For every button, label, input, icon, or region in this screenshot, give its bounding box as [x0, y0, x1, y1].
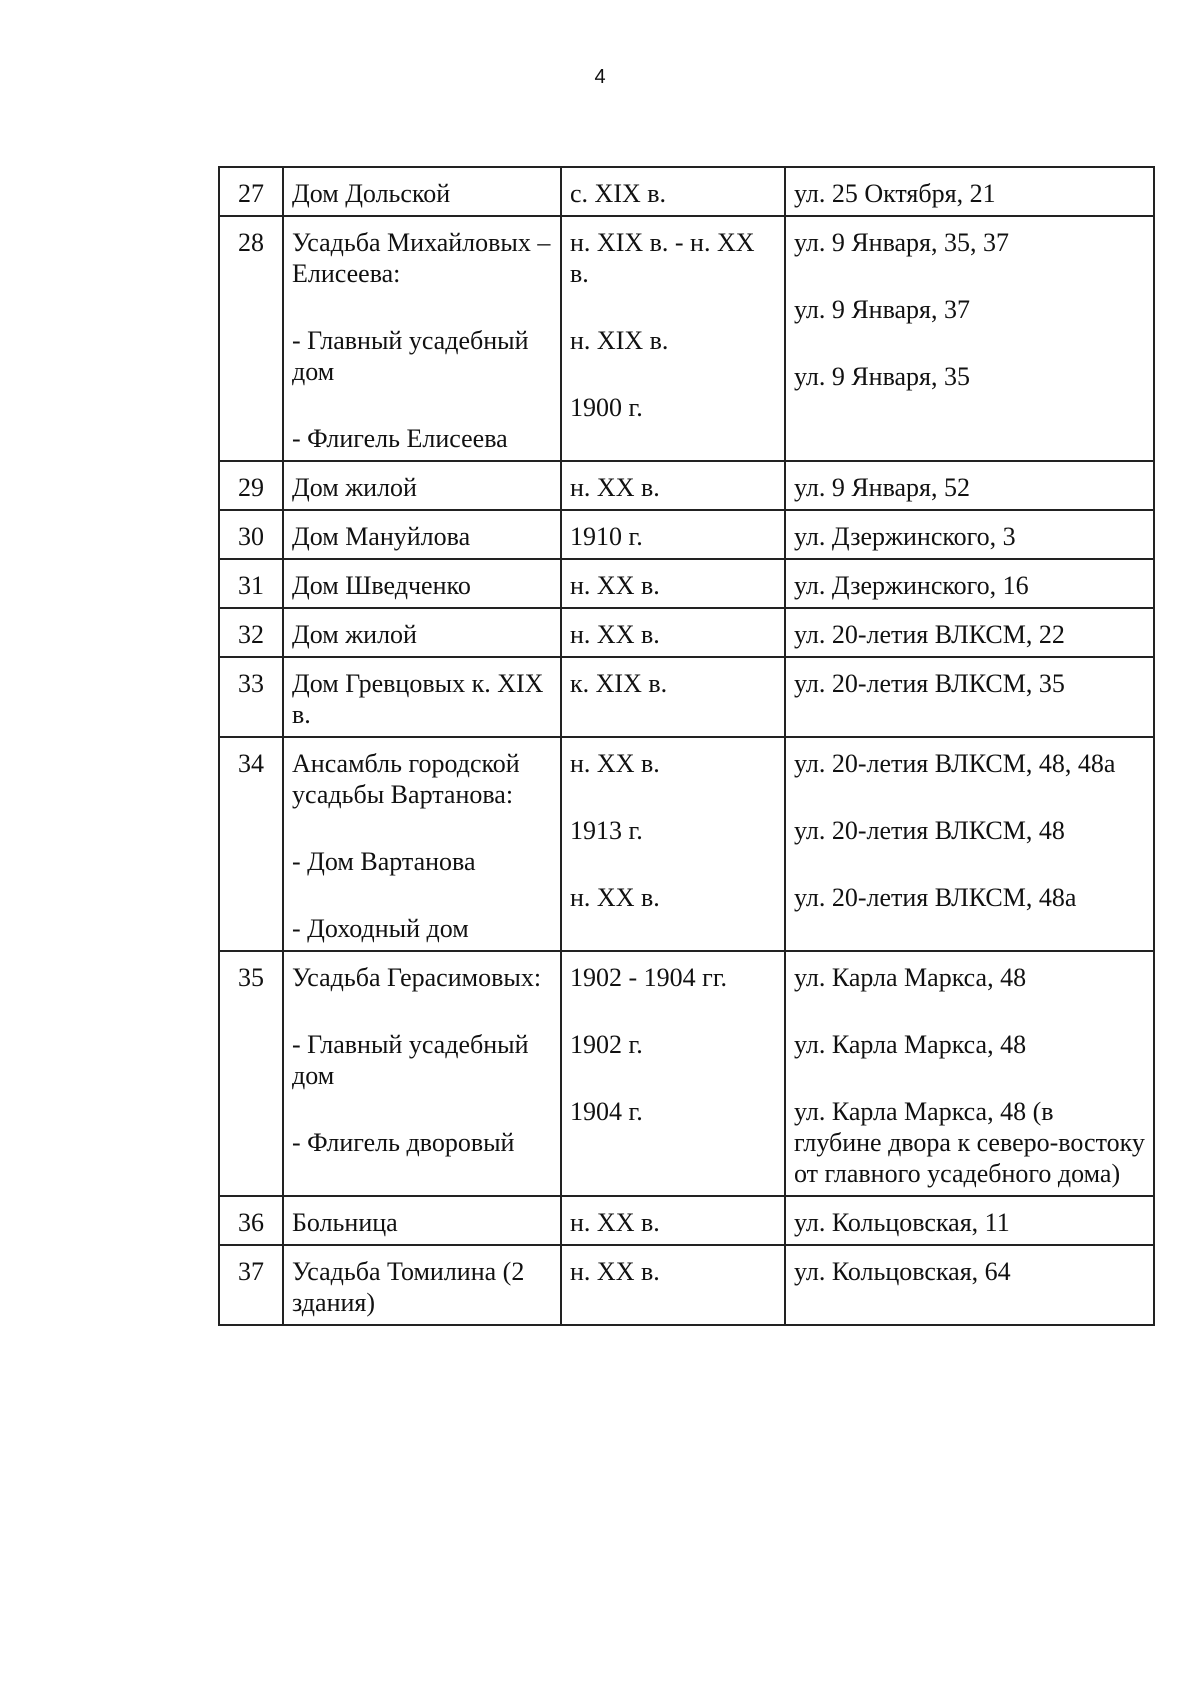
- object-name: Дом Мануйлова: [292, 522, 471, 551]
- object-date-cell: [561, 737, 785, 951]
- object-date: с. XIX в.: [570, 179, 667, 208]
- object-name-cell: [283, 461, 561, 510]
- object-name-cell: [283, 737, 561, 951]
- object-date-cell: [561, 1196, 785, 1245]
- object-date: 1902 г.: [570, 1030, 643, 1059]
- object-address-cell: [785, 559, 1154, 608]
- object-date: н. XX в.: [570, 473, 660, 502]
- table-row: [219, 167, 1154, 216]
- object-name: Усадьба Герасимовых:: [292, 963, 542, 992]
- object-date: к. XIX в.: [570, 669, 668, 698]
- object-name-cell: [283, 951, 561, 1196]
- object-name: - Главный усадебный дом: [292, 326, 529, 386]
- row-number: 29: [219, 461, 283, 510]
- object-name: Дом Шведченко: [292, 571, 471, 600]
- object-date: н. XX в.: [570, 571, 660, 600]
- object-name: Дом жилой: [292, 620, 417, 649]
- object-name: Усадьба Томилина (2 здания): [292, 1257, 525, 1317]
- object-address: ул. Кольцовская, 64: [794, 1257, 1011, 1286]
- object-date-cell: [561, 559, 785, 608]
- object-name-cell: [283, 1196, 561, 1245]
- object-name: - Дом Вартанова: [292, 847, 476, 876]
- object-address: ул. Карла Маркса, 48 (в глубине двора к северо-востоку от главного усадебного дома): [794, 1097, 1145, 1188]
- monuments-table: [218, 166, 1155, 1326]
- object-address: ул. 20-летия ВЛКСМ, 22: [794, 620, 1065, 649]
- object-address: ул. 9 Января, 35, 37: [794, 228, 1010, 257]
- row-number: 30: [219, 510, 283, 559]
- object-address-cell: [785, 1196, 1154, 1245]
- object-date: н. XX в.: [570, 883, 660, 912]
- object-name: Ансамбль городской усадьбы Вартанова:: [292, 749, 520, 809]
- object-date: н. XX в.: [570, 620, 660, 649]
- object-date: 1902 - 1904 гг.: [570, 963, 728, 992]
- object-address: ул. Карла Маркса, 48: [794, 1030, 1027, 1059]
- row-number: 32: [219, 608, 283, 657]
- table-row: [219, 737, 1154, 951]
- object-date-cell: [561, 461, 785, 510]
- object-address-cell: [785, 1245, 1154, 1325]
- object-date-cell: [561, 216, 785, 461]
- object-date: н. XIX в. - н. XX в.: [570, 228, 755, 288]
- object-date-cell: [561, 951, 785, 1196]
- object-date-cell: [561, 167, 785, 216]
- object-address: ул. 9 Января, 37: [794, 295, 971, 324]
- object-name-cell: [283, 657, 561, 737]
- object-address: ул. Кольцовская, 11: [794, 1208, 1010, 1237]
- object-name: Усадьба Михайловых – Елисеева:: [292, 228, 551, 288]
- object-address-cell: [785, 737, 1154, 951]
- object-address: ул. Дзержинского, 16: [794, 571, 1029, 600]
- table-row: [219, 608, 1154, 657]
- object-date: 1904 г.: [570, 1097, 643, 1126]
- object-name-cell: [283, 216, 561, 461]
- object-address-cell: [785, 461, 1154, 510]
- row-number: 35: [219, 951, 283, 1196]
- object-name: Дом жилой: [292, 473, 417, 502]
- object-date: 1913 г.: [570, 816, 643, 845]
- object-address-cell: [785, 167, 1154, 216]
- object-date: н. XX в.: [570, 1257, 660, 1286]
- object-address-cell: [785, 216, 1154, 461]
- table-row: [219, 216, 1154, 461]
- object-address: ул. 9 Января, 52: [794, 473, 971, 502]
- object-date-cell: [561, 657, 785, 737]
- table-row: [219, 461, 1154, 510]
- object-address-cell: [785, 608, 1154, 657]
- object-date-cell: [561, 510, 785, 559]
- row-number: 28: [219, 216, 283, 461]
- object-address: ул. Дзержинского, 3: [794, 522, 1016, 551]
- table-row: [219, 559, 1154, 608]
- row-number: 36: [219, 1196, 283, 1245]
- object-address: ул. 25 Октября, 21: [794, 179, 996, 208]
- object-name: - Главный усадебный дом: [292, 1030, 529, 1090]
- row-number: 31: [219, 559, 283, 608]
- object-address: ул. 20-летия ВЛКСМ, 48а: [794, 883, 1077, 912]
- table-body: [219, 167, 1154, 1325]
- object-name: Больница: [292, 1208, 398, 1237]
- row-number: 33: [219, 657, 283, 737]
- object-name-cell: [283, 1245, 561, 1325]
- object-name: - Доходный дом: [292, 914, 469, 943]
- object-date-cell: [561, 1245, 785, 1325]
- object-address-cell: [785, 951, 1154, 1196]
- table-row: [219, 1196, 1154, 1245]
- object-date: 1900 г.: [570, 393, 643, 422]
- object-date: 1910 г.: [570, 522, 643, 551]
- table-row: [219, 1245, 1154, 1325]
- object-address-cell: [785, 510, 1154, 559]
- object-address: ул. 20-летия ВЛКСМ, 48: [794, 816, 1065, 845]
- object-address: ул. 9 Января, 35: [794, 362, 971, 391]
- object-date: н. XX в.: [570, 1208, 660, 1237]
- object-address: ул. 20-летия ВЛКСМ, 48, 48а: [794, 749, 1116, 778]
- object-name: Дом Гревцовых к. XIX в.: [292, 669, 544, 729]
- object-address: ул. Карла Маркса, 48: [794, 963, 1027, 992]
- object-name-cell: [283, 559, 561, 608]
- object-name-cell: [283, 608, 561, 657]
- object-date-cell: [561, 608, 785, 657]
- table-row: [219, 657, 1154, 737]
- object-address-cell: [785, 657, 1154, 737]
- page-number: 4: [594, 66, 606, 88]
- object-date: н. XX в.: [570, 749, 660, 778]
- object-name-cell: [283, 167, 561, 216]
- object-name: Дом Дольской: [292, 179, 451, 208]
- row-number: 34: [219, 737, 283, 951]
- object-name: - Флигель дворовый: [292, 1128, 515, 1157]
- object-name-cell: [283, 510, 561, 559]
- row-number: 27: [219, 167, 283, 216]
- object-address: ул. 20-летия ВЛКСМ, 35: [794, 669, 1065, 698]
- row-number: 37: [219, 1245, 283, 1325]
- table-row: [219, 510, 1154, 559]
- object-date: н. XIX в.: [570, 326, 669, 355]
- table-row: [219, 951, 1154, 1196]
- object-name: - Флигель Елисеева: [292, 424, 508, 453]
